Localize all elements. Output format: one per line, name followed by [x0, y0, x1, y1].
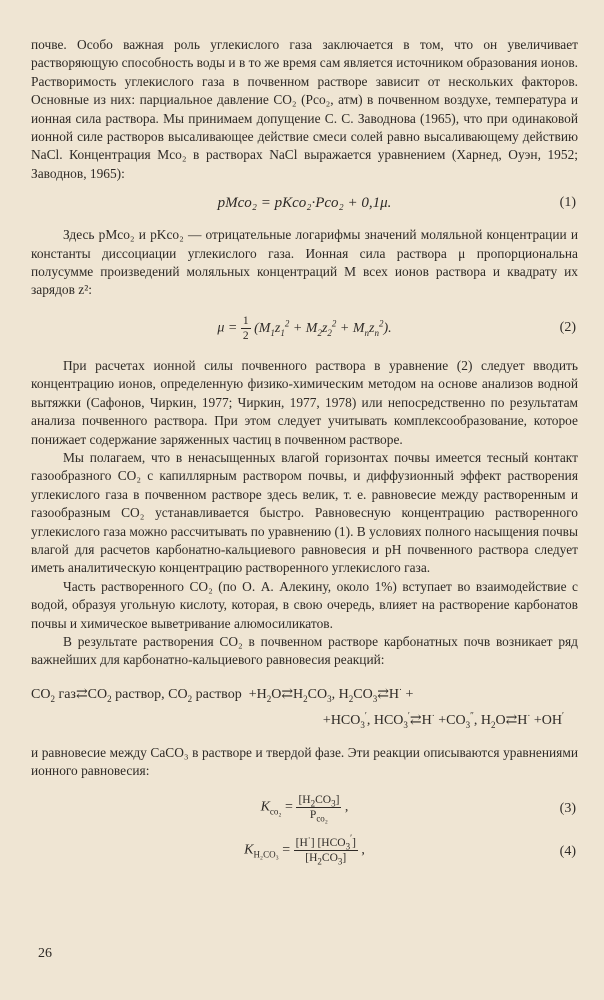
equation-3-number: (3): [559, 800, 576, 816]
page-number: 26: [38, 946, 52, 961]
paragraph-1: почве. Особо важная роль углекислого газа заключается в том, что он увеличивает растворяющую способность воды и в то же время сам является источником образования ионов. Растворимость углекислого газа в почвенном растворе зависит от нескольких факторов. Основные из них: парциальное давление CO₂ (Pco₂, атм) в почвенном воздухе, температура и ионная сила раствора. Мы принимаем допущение С. С. Заводнова (1965), что при одинаковой ионной силе растворов высаливающее действие смеси солей равно высаливающему действию NaCl. Концентрация Mco₂ в растворах NaCl выражается уравнением (Харнед, Оуэн, 1952; Заводнов, 1965):: [31, 37, 578, 181]
equation-2-number: (2): [559, 319, 576, 335]
equation-3: $K_{co_2}$ = $\frac{[H_2CO_3]}{P_{co_2}}$ , (3): [260, 793, 576, 823]
paragraph-6: В результате растворения CO₂ в почвенном растворе карбонатных почв возникает ряд важнейших для карбонатно-кальциевого равновесия реакций:: [31, 633, 578, 668]
equation-4: $K_{H_2CO_3}$ = $\frac{[H^\cdot] [HCO_3']}{[H_2CO_3]}$ , (4): [244, 832, 576, 866]
paragraph-5: Часть растворенного CO₂ (по О. А. Алекину, около 1%) вступает во взаимодействие с водой, образуя угольную кислоту, которая, в свою очередь, влияет на растворение карбонатов почвы и химическое выветривание алюмосиликатов.: [31, 578, 578, 631]
equation-2: μ = $\frac{1}{2}$ $(M_1z_1^2 + M_2z_2^2 + M_nz_n^2)$. (2): [217, 314, 576, 342]
equation-1: [31, 193, 578, 214]
reaction-scheme: [31, 682, 578, 734]
paragraph-4: Мы полагаем, что в ненасыщенных влагой горизонтах почвы имеется тесный контакт газообразного CO₂ с капиллярным раствором почвы, и диффузионный эффект растворения углекислого газа в почвенном растворе здесь велик, т. е. равновесие между растворенным и газообразным CO₂ устанавливается быстро. Равновесную концентрацию растворенного углекислого газа можно рассчитывать по уравнению (1). В условиях полного насыщения почвы влагой для расчетов карбонатно-кальциевого равновесия и pH почвенного раствора следует иметь аналитическую концентрацию растворенного углекислого газа.: [31, 449, 578, 576]
equation-4-number: (4): [559, 843, 576, 859]
equation-2-half: $\frac{1}{2}$: [242, 314, 249, 342]
paragraph-2: Здесь pMco₂ и pKco₂ — отрицательные логарифмы значений моляльной концентрации и константы диссоциации углекислого газа. Ионная сила раствора μ пропорциональна полусумме произведений моляльных концентраций M всех ионов раствора и квадрату их зарядов z²:: [31, 227, 578, 298]
equation-1-number: (1): [559, 195, 576, 211]
reaction-line-1: $CO_2$ $газ⇄CO_2$ раствор, $CO_2$ раствор $+H_2O⇄H_2CO_3$, $H_2CO_3⇄H^\cdot$ +: [31, 684, 414, 704]
paragraph-3: При расчетах ионной силы почвенного раствора в уравнение (2) следует вводить концентрацию ионов, определенную физико-химическим методом на основе анализов водной вытяжки (Сафонов, Чиркин, 1977; Чиркин, 1977, 1978) или непосредственно по результатам анализа почвенного раствора. При этом следует учитывать комплексообразование, которое понижает содержание заряженных частиц в почвенном растворе.: [31, 357, 578, 447]
reaction-line-2: $+HCO_3'$, $HCO_3'⇄H^\cdot +CO_3''$, $H_2O⇄H^\cdot +OH'$: [322, 710, 564, 730]
paragraph-7: и равновесие между CaCO₃ в растворе и твердой фазе. Эти реакции описываются уравнениями ионного равновесия:: [31, 744, 578, 779]
equation-1-formula: pMco₂ = pKco₂·Pco₂ + 0,1μ.: [217, 195, 392, 212]
